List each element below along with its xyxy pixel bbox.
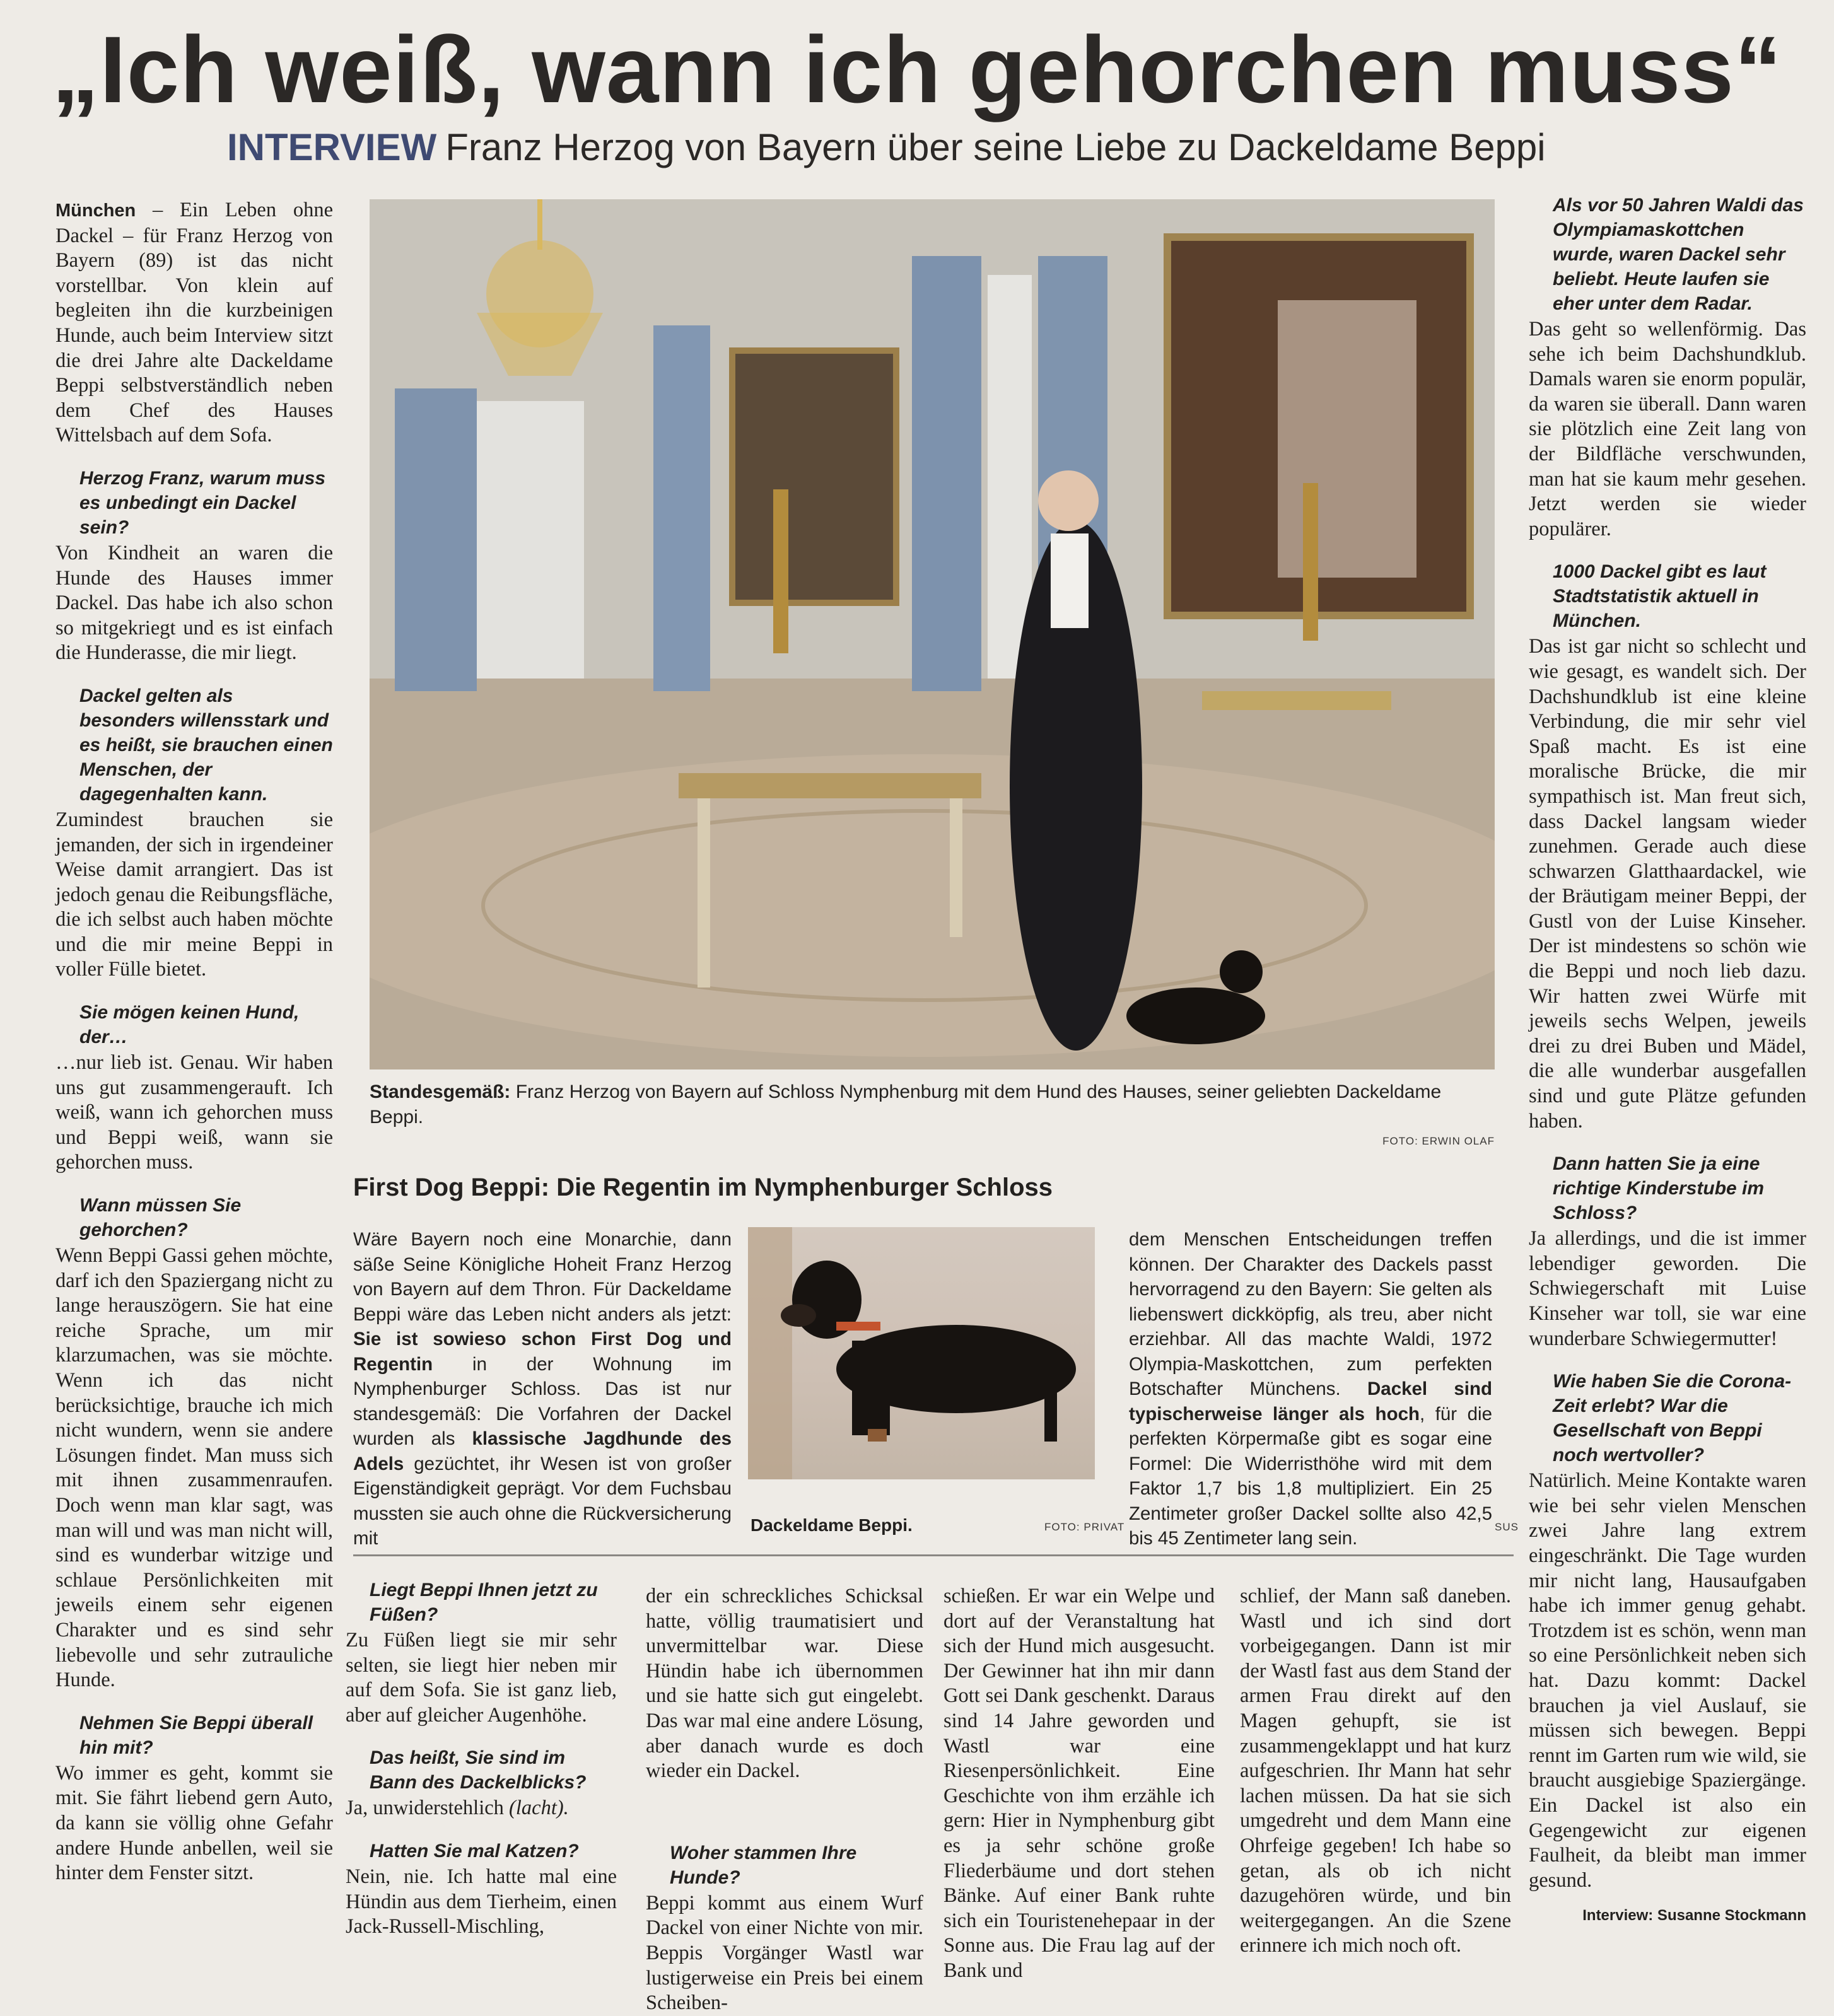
dachshund-illustration xyxy=(748,1227,1095,1479)
column-2 xyxy=(346,1565,617,1940)
box-title: First Dog Beppi: Die Regentin im Nymphenburger Schloss xyxy=(353,1174,1053,1201)
photo-caption: Standesgemäß: Franz Herzog von Bayern auf Schloss Nymphenburg mit dem Hund des Hauses, seiner geliebten Dackeldame Beppi. FOTO: ERWIN OLAF xyxy=(370,1081,1495,1147)
box-left-text: Wäre Bayern noch eine Monarchie, dann säße Seine Königliche Hoheit Franz Herzog von Bayern auf dem Thron. Für Dackeldame Beppi wäre das Leben nicht anders als jetzt: Sie ist sowieso schon First Dog und Regentin in der Wohnung im Nymphenburger Schloss. Das ist nur standesgemäß: Die Vorfahren der Dackel wurden als klassische Jagdhunde des Adels gezüchtet, ihr Wesen ist von großer Eigenständigkeit geprägt. Vor dem Fuchsbau mussten sie auch ohne die Rückversicherung mit xyxy=(353,1229,732,1549)
box-divider xyxy=(353,1554,1514,1556)
question: Hatten Sie mal Katzen? xyxy=(370,1840,579,1862)
answer: Wenn Beppi Gassi gehen möchte, darf ich den Spaziergang nicht zu lange herauszögern. Sie hat eine reiche Sprache, um mir klarzumachen, was sie möchte. Wenn ich das nicht berücksichtige, brauche ich mich nicht wundern, wenn sie andere Lösungen findet. Man muss sich mit ihnen zusammenraufen. Doch wenn man klar sagt, was man will und was man nicht will, sind es wunderbar witzige und schlaue Persönlichkeiten mit jeweils einem sehr eigenen Charakter und es sind sehr liebevolle und sehr zutrauliche Hunde. xyxy=(55,1244,333,1692)
answer: Das geht so wellenförmig. Das sehe ich beim Dachshundklub. Damals waren sie enorm populär, da waren sie überall. Dann waren sie plötzlich eine Zeit lang von der Bildfläche verschwunden, man hat sie kaum mehr gesehen. Jetzt werden sie wieder populärer. xyxy=(1529,318,1806,540)
photo-credit: FOTO: ERWIN OLAF xyxy=(1382,1135,1495,1147)
answer: Natürlich. Meine Kontakte waren wie bei sehr vielen Menschen zwei Jahre lang extrem eingeschränkt. Die Tage wurden mir nicht lang, Hausaufgaben habe ich immer genug gehabt. Trotzdem ist es schön, wenn man so eine Persönlichkeit neben sich hat. Dazu kommt: Dackel brauchen ja viel Auslauf, sie müssen sich bewegen. Beppi rennt im Garten rum wie wild, sie braucht ausgiebige Spaziergänge. Ein Dackel ist also ein Gegengewicht zur eigenen Faulheit, da bleibt man immer gesund. xyxy=(1529,1469,1806,1892)
answer: Nein, nie. Ich hatte mal eine Hündin aus dem Tierheim, einen Jack-Russell-Mischling, xyxy=(346,1865,617,1938)
column-3 xyxy=(646,1584,923,2016)
column-4 xyxy=(943,1584,1215,1984)
dateline: München xyxy=(55,201,136,221)
question: Dackel gelten als besonders willensstark und es heißt, sie brauchen einen Menschen, der dagegenhalten kann. xyxy=(79,685,333,805)
question: Nehmen Sie Beppi überall hin mit? xyxy=(79,1712,313,1758)
subheadline xyxy=(227,124,1678,172)
box-author: SUS xyxy=(1495,1521,1519,1533)
signature: Interview: Susanne Stockmann xyxy=(1582,1907,1806,1925)
answer: Beppi kommt aus einem Wurf Dackel von einer Nichte von mir. Beppis Vorgänger Wastl war lustigerweise ein Preis bei einem Scheiben- xyxy=(646,1891,923,2015)
column-1 xyxy=(55,198,333,1886)
palace-hall-illustration xyxy=(370,199,1495,1069)
question: Dann hatten Sie ja eine richtige Kinderstube im Schloss? xyxy=(1553,1153,1765,1224)
column-6 xyxy=(1529,193,1806,1928)
question: Herzog Franz, warum muss es unbedingt ein Dackel sein? xyxy=(79,467,326,538)
dog-photo xyxy=(748,1227,1095,1479)
answer: schlief, der Mann saß daneben. Wastl und ich sind dort vorbeigegangen. Dann ist mir der Wastl fast aus dem Stand der armen Frau direkt auf den Magen gehupft, sie ist zusammengeklappt und hat kurz aufgeschrien. Ihr Mann hat sehr lachen müssen. Da hat sie sich umgedreht und dem Mann eine Ohrfeige gegeben! Ich habe so getan, als ob ich nicht dazugehören würde, und bin weitergegangen. An die Szene erinnere ich mich noch oft. xyxy=(1240,1585,1511,1957)
question: Das heißt, Sie sind im Bann des Dackelblicks? xyxy=(370,1747,587,1793)
answer: Von Kindheit an waren die Hunde des Hauses immer Dackel. Das habe ich also schon so mitgekriegt und es ist einfach die Hunderasse, die mir liegt. xyxy=(55,541,333,665)
caption-label: Standesgemäß: xyxy=(370,1081,511,1102)
question: Wann müssen Sie gehorchen? xyxy=(79,1195,242,1241)
question: Wie haben Sie die Corona-Zeit erlebt? War die Gesellschaft von Beppi noch wertvoller? xyxy=(1553,1371,1792,1466)
answer: Das ist gar nicht so schlecht und wie gesagt, es wandelt sich. Der Dachshundklub ist eine kleine Verbindung, die mir sehr viel Spaß macht. Es ist eine moralische Brücke, die mir sympathisch ist. Man freut sich, dass Dackel langsam wieder zunehmen. Gerade auch diese schwarzen Glatthaardackel, wie der Bräutigam meiner Beppi, der Gustl von der Luise Kinseher. Der ist mindestens so schön wie die Beppi und noch lieb dazu. Wir hatten zwei Würfe mit jeweils sechs Welpen, jeweils drei zu drei Buben und Mädel, die alle wunderbar ausgefallen sind und gute Plätze gefunden haben. xyxy=(1529,635,1806,1133)
question: Liegt Beppi Ihnen jetzt zu Füßen? xyxy=(370,1580,598,1625)
column-5 xyxy=(1240,1584,1511,1959)
box-right-text: dem Menschen Entscheidungen treffen können. Der Charakter des Dackels passt hervorragend zu den Bayern: Sie gelten als liebenswert dickköpfig, als treu, aber nicht erziehbar. All das machte Waldi, 1972 Olympia-Maskottchen, zum perfekten Botschafter Münchens. Dackel sind typischerweise länger als hoch, für die perfekten Körpermaße gibt es sogar eine Formel: Die Widerristhöhe wird mit dem Faktor 1,7 bis 1,8 multipliziert. Ein 25 Zentimeter großer Dackel sollte also 42,5 bis 45 Zentimeter lang sein. xyxy=(1129,1229,1492,1549)
dog-caption: Dackeldame Beppi. xyxy=(751,1515,913,1535)
section-kicker: INTERVIEW xyxy=(227,126,437,168)
answer: …nur lieb ist. Genau. Wir haben uns gut zusammengerauft. Ich weiß, wann ich gehorchen muss und Beppi weiß, wann sie gehorchen muss. xyxy=(55,1051,333,1174)
answer: Zu Füßen liegt sie mir sehr selten, sie liegt hier neben mir auf dem Sofa. Sie ist ganz lieb, aber auf gleicher Augenhöhe. xyxy=(346,1629,617,1727)
answer: schießen. Er war ein Welpe und dort auf der Veranstaltung hat sich der Hund mich ausgesucht. Der Gewinner hat ihn mir dann Gott sei Dank geschenkt. Daraus sind 14 Jahre geworden und Wastl war eine Riesenpersönlichkeit. Eine Geschichte von ihm erzähle ich gern: Hier in Nymphenburg gibt es ja sehr schöne große Fliederbäume und dort stehen Bänke. Auf einer Bank ruhte sich ein Touristenehepaar in der Sonne aus. Die Frau lag auf der Bank und xyxy=(943,1585,1215,1982)
answer: Ja allerdings, und die ist immer lebendiger geworden. Die Schwiegerschaft mit Luise Kinseher war toll, sie war eine wunderbare Schwiegermutter! xyxy=(1529,1227,1806,1350)
answer: der ein schreckliches Schicksal hatte, völlig traumatisiert und unvermittelbar war. Diese Hündin habe ich übernommen und sie hatte sich gut eingelebt. Das war mal eine andere Lösung, aber danach wurde es doch wieder ein Dackel. xyxy=(646,1585,923,1783)
answer: Zumindest brauchen sie jemanden, der sich in irgendeiner Weise damit arrangiert. Das ist jedoch genau die Reibungsfläche, die ich selbst auch haben möchte und die mir meine Beppi in voller Fülle bietet. xyxy=(55,808,333,981)
answer: Wo immer es geht, kommt sie mit. Sie fährt liebend gern Auto, da kann sie völlig ohne Gefahr andere Hunde anbellen, weil sie hinter dem Fenster sitzt. xyxy=(55,1761,333,1885)
answer: Ja, unwiderstehlich (lacht). xyxy=(346,1797,569,1820)
intro-paragraph: München – Ein Leben ohne Dackel – für Franz Herzog von Bayern (89) ist das nicht vorstellbar. Von klein auf begleiten ihn die kurzbeinigen Hunde, auch beim Interview sitzt die drei Jahre alte Dackeldame Beppi selbstverständlich neben dem Chef des Hauses Wittelsbach auf dem Sofa. xyxy=(55,199,333,447)
question: Als vor 50 Jahren Waldi das Olympiamaskottchen wurde, waren Dackel sehr beliebt. Heute laufen sie eher unter dem Radar. xyxy=(1553,195,1804,314)
question: Woher stammen Ihre Hunde? xyxy=(670,1842,857,1888)
headline: „Ich weiß, wann ich gehorchen muss“ xyxy=(52,16,1782,122)
question: 1000 Dackel gibt es laut Stadtstatistik aktuell in München. xyxy=(1553,561,1767,632)
question: Sie mögen keinen Hund, der… xyxy=(79,1002,300,1048)
subhead-text: Franz Herzog von Bayern über seine Liebe zu Dackeldame Beppi xyxy=(445,126,1546,168)
dog-credit: FOTO: PRIVAT xyxy=(1044,1521,1125,1533)
main-photo xyxy=(370,199,1495,1069)
